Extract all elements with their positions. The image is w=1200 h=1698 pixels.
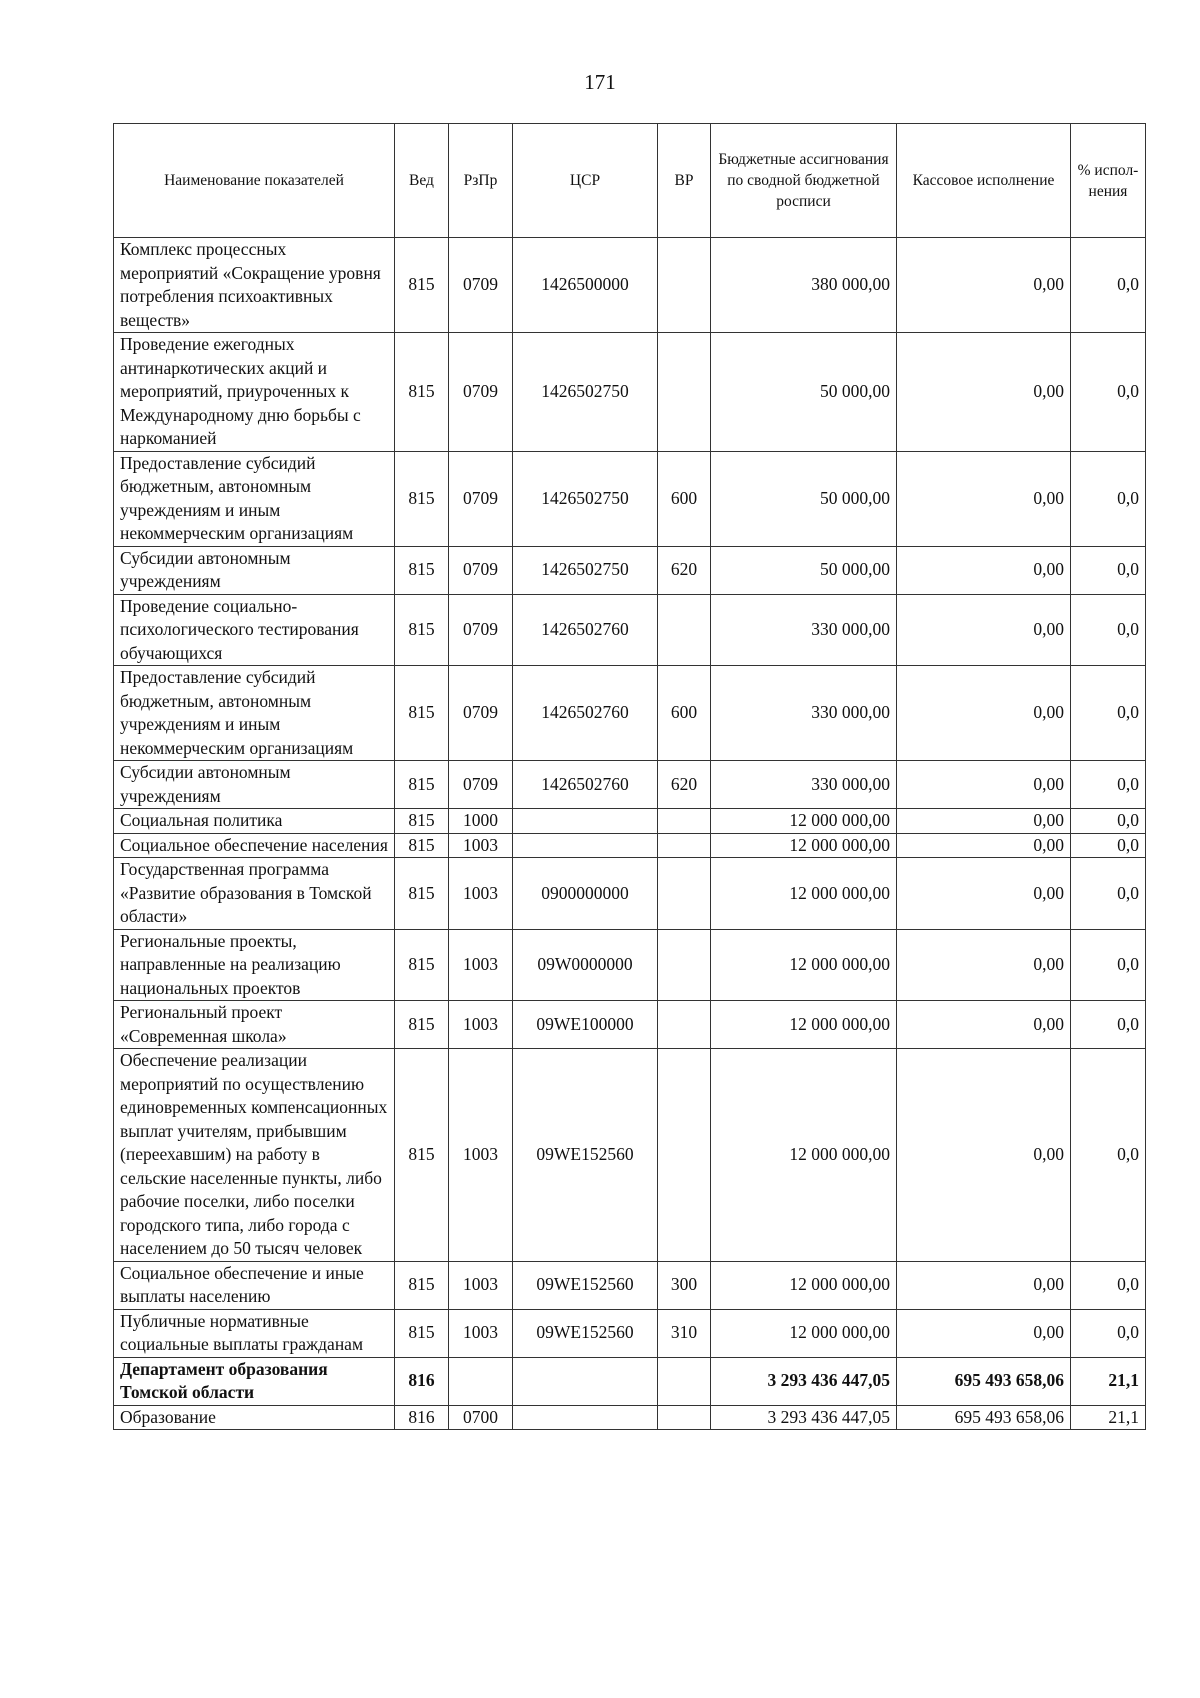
table-row — [114, 451, 1146, 546]
cell-ved: 815 — [395, 451, 449, 546]
table-row — [114, 1001, 1146, 1049]
cell-budget: 50 000,00 — [711, 333, 897, 452]
cell-execution: 0,00 — [897, 546, 1071, 594]
cell-percent: 0,0 — [1071, 451, 1146, 546]
cell-vr — [658, 1001, 711, 1049]
cell-vr: 600 — [658, 451, 711, 546]
cell-rzpr: 0709 — [449, 451, 513, 546]
cell-execution: 0,00 — [897, 809, 1071, 834]
cell-vr — [658, 858, 711, 930]
table-row — [114, 546, 1146, 594]
cell-execution: 0,00 — [897, 858, 1071, 930]
cell-vr — [658, 929, 711, 1001]
table-row — [114, 833, 1146, 858]
table-row — [114, 1261, 1146, 1309]
cell-budget: 12 000 000,00 — [711, 1261, 897, 1309]
cell-percent: 0,0 — [1071, 238, 1146, 333]
cell-rzpr: 0709 — [449, 238, 513, 333]
cell-name: Обеспечение реализации мероприятий по осуществлению единовременных компенсационных выплат учителям, прибывшим (переехавшим) на работу в сельские населенные пункты, либо рабочие поселки, либо поселки городского типа, либо города с населением до 50 тысяч человек — [114, 1049, 395, 1262]
page-number: 171 — [584, 70, 616, 94]
cell-percent: 21,1 — [1071, 1357, 1146, 1405]
table-row — [114, 929, 1146, 1001]
cell-rzpr: 1003 — [449, 929, 513, 1001]
cell-budget: 3 293 436 447,05 — [711, 1405, 897, 1430]
cell-ved: 816 — [395, 1405, 449, 1430]
cell-rzpr: 0709 — [449, 666, 513, 761]
cell-vr — [658, 809, 711, 834]
cell-execution: 0,00 — [897, 666, 1071, 761]
cell-budget: 12 000 000,00 — [711, 1001, 897, 1049]
cell-percent: 0,0 — [1071, 761, 1146, 809]
cell-csr: 1426502760 — [513, 666, 658, 761]
col-header-budget: Бюджетные ассигнования по сводной бюджетной росписи — [711, 124, 897, 238]
cell-ved: 815 — [395, 1261, 449, 1309]
cell-budget: 12 000 000,00 — [711, 929, 897, 1001]
cell-rzpr: 0709 — [449, 546, 513, 594]
col-header-vr: ВР — [658, 124, 711, 238]
cell-rzpr: 1003 — [449, 1001, 513, 1049]
cell-vr: 600 — [658, 666, 711, 761]
cell-name: Образование — [114, 1405, 395, 1430]
cell-vr: 310 — [658, 1309, 711, 1357]
cell-name: Комплекс процессных мероприятий «Сокращение уровня потребления психоактивных веществ» — [114, 238, 395, 333]
cell-ved: 815 — [395, 1049, 449, 1262]
cell-csr: 09WE100000 — [513, 1001, 658, 1049]
cell-vr — [658, 238, 711, 333]
cell-budget: 50 000,00 — [711, 451, 897, 546]
table-row — [114, 1405, 1146, 1430]
table-row — [114, 1357, 1146, 1405]
cell-vr — [658, 1049, 711, 1262]
cell-execution: 0,00 — [897, 1261, 1071, 1309]
cell-ved: 815 — [395, 594, 449, 666]
cell-name: Региональный проект «Современная школа» — [114, 1001, 395, 1049]
cell-name: Государственная программа «Развитие образования в Томской области» — [114, 858, 395, 930]
table-row — [114, 858, 1146, 930]
cell-name: Социальное обеспечение населения — [114, 833, 395, 858]
col-header-name: Наименование показателей — [114, 124, 395, 238]
cell-budget: 380 000,00 — [711, 238, 897, 333]
cell-name: Социальное обеспечение и иные выплаты населению — [114, 1261, 395, 1309]
cell-csr — [513, 809, 658, 834]
table-row — [114, 333, 1146, 452]
cell-name: Социальная политика — [114, 809, 395, 834]
cell-rzpr: 0709 — [449, 761, 513, 809]
cell-csr — [513, 1357, 658, 1405]
cell-ved: 815 — [395, 1001, 449, 1049]
cell-execution: 695 493 658,06 — [897, 1405, 1071, 1430]
cell-budget: 12 000 000,00 — [711, 858, 897, 930]
cell-percent: 21,1 — [1071, 1405, 1146, 1430]
cell-execution: 0,00 — [897, 238, 1071, 333]
cell-csr: 1426502760 — [513, 761, 658, 809]
cell-ved: 815 — [395, 546, 449, 594]
cell-name: Публичные нормативные социальные выплаты гражданам — [114, 1309, 395, 1357]
cell-execution: 0,00 — [897, 594, 1071, 666]
cell-ved: 815 — [395, 858, 449, 930]
table-row — [114, 761, 1146, 809]
cell-name: Субсидии автономным учреждениям — [114, 761, 395, 809]
cell-csr: 09WE152560 — [513, 1261, 658, 1309]
cell-execution: 0,00 — [897, 1049, 1071, 1262]
cell-vr: 620 — [658, 761, 711, 809]
cell-vr — [658, 833, 711, 858]
table-row — [114, 1309, 1146, 1357]
cell-budget: 330 000,00 — [711, 594, 897, 666]
table-row — [114, 809, 1146, 834]
col-header-rzpr: РзПр — [449, 124, 513, 238]
cell-csr: 1426502750 — [513, 333, 658, 452]
cell-rzpr: 1003 — [449, 1261, 513, 1309]
col-header-ved: Вед — [395, 124, 449, 238]
cell-csr: 1426500000 — [513, 238, 658, 333]
cell-ved: 815 — [395, 666, 449, 761]
col-header-percent: % испол-нения — [1071, 124, 1146, 238]
cell-name: Региональные проекты, направленные на реализацию национальных проектов — [114, 929, 395, 1001]
cell-rzpr: 0700 — [449, 1405, 513, 1430]
cell-vr: 300 — [658, 1261, 711, 1309]
cell-percent: 0,0 — [1071, 1261, 1146, 1309]
cell-rzpr: 1003 — [449, 1309, 513, 1357]
cell-percent: 0,0 — [1071, 929, 1146, 1001]
cell-ved: 815 — [395, 833, 449, 858]
cell-name: Департамент образования Томской области — [114, 1357, 395, 1405]
table-row — [114, 1049, 1146, 1262]
cell-percent: 0,0 — [1071, 1001, 1146, 1049]
cell-percent: 0,0 — [1071, 333, 1146, 452]
col-header-execution: Кассовое исполнение — [897, 124, 1071, 238]
cell-budget: 50 000,00 — [711, 546, 897, 594]
cell-name: Предоставление субсидий бюджетным, автономным учреждениям и иным некоммерческим организациям — [114, 666, 395, 761]
col-header-csr: ЦСР — [513, 124, 658, 238]
table-row — [114, 666, 1146, 761]
cell-csr: 1426502750 — [513, 546, 658, 594]
cell-ved: 815 — [395, 1309, 449, 1357]
cell-execution: 0,00 — [897, 451, 1071, 546]
cell-ved: 815 — [395, 761, 449, 809]
cell-percent: 0,0 — [1071, 1309, 1146, 1357]
cell-vr: 620 — [658, 546, 711, 594]
cell-csr: 09W0000000 — [513, 929, 658, 1001]
cell-vr — [658, 594, 711, 666]
cell-name: Субсидии автономным учреждениям — [114, 546, 395, 594]
cell-csr: 1426502760 — [513, 594, 658, 666]
cell-budget: 12 000 000,00 — [711, 1309, 897, 1357]
cell-execution: 0,00 — [897, 833, 1071, 858]
cell-rzpr: 1003 — [449, 858, 513, 930]
cell-rzpr: 0709 — [449, 594, 513, 666]
cell-percent: 0,0 — [1071, 546, 1146, 594]
table-row — [114, 238, 1146, 333]
table-row — [114, 594, 1146, 666]
cell-csr: 0900000000 — [513, 858, 658, 930]
cell-execution: 0,00 — [897, 1001, 1071, 1049]
cell-rzpr: 1003 — [449, 833, 513, 858]
cell-rzpr: 1000 — [449, 809, 513, 834]
cell-name: Предоставление субсидий бюджетным, автономным учреждениям и иным некоммерческим организациям — [114, 451, 395, 546]
cell-ved: 815 — [395, 809, 449, 834]
cell-execution: 0,00 — [897, 929, 1071, 1001]
cell-percent: 0,0 — [1071, 1049, 1146, 1262]
cell-execution: 0,00 — [897, 761, 1071, 809]
cell-rzpr: 1003 — [449, 1049, 513, 1262]
cell-percent: 0,0 — [1071, 858, 1146, 930]
cell-budget: 330 000,00 — [711, 666, 897, 761]
cell-budget: 3 293 436 447,05 — [711, 1357, 897, 1405]
cell-percent: 0,0 — [1071, 833, 1146, 858]
cell-vr — [658, 1357, 711, 1405]
cell-ved: 816 — [395, 1357, 449, 1405]
cell-rzpr: 0709 — [449, 333, 513, 452]
cell-csr — [513, 1405, 658, 1430]
cell-csr: 09WE152560 — [513, 1049, 658, 1262]
cell-execution: 0,00 — [897, 1309, 1071, 1357]
cell-execution: 695 493 658,06 — [897, 1357, 1071, 1405]
budget-table — [113, 123, 1146, 1430]
cell-budget: 12 000 000,00 — [711, 833, 897, 858]
cell-budget: 330 000,00 — [711, 761, 897, 809]
cell-percent: 0,0 — [1071, 809, 1146, 834]
cell-vr — [658, 333, 711, 452]
table-header-row — [114, 124, 1146, 238]
cell-execution: 0,00 — [897, 333, 1071, 452]
cell-percent: 0,0 — [1071, 666, 1146, 761]
cell-name: Проведение социально-психологического тестирования обучающихся — [114, 594, 395, 666]
cell-budget: 12 000 000,00 — [711, 1049, 897, 1262]
cell-csr: 09WE152560 — [513, 1309, 658, 1357]
cell-vr — [658, 1405, 711, 1430]
cell-csr: 1426502750 — [513, 451, 658, 546]
cell-ved: 815 — [395, 333, 449, 452]
cell-rzpr — [449, 1357, 513, 1405]
cell-ved: 815 — [395, 929, 449, 1001]
cell-budget: 12 000 000,00 — [711, 809, 897, 834]
cell-csr — [513, 833, 658, 858]
cell-name: Проведение ежегодных антинаркотических акций и мероприятий, приуроченных к Международному дню борьбы с наркоманией — [114, 333, 395, 452]
cell-ved: 815 — [395, 238, 449, 333]
cell-percent: 0,0 — [1071, 594, 1146, 666]
